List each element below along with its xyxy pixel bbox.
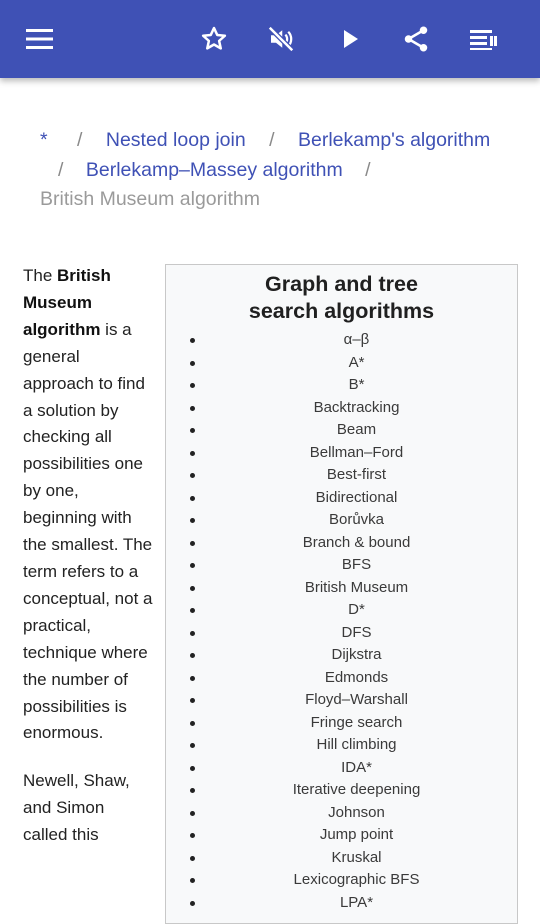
list-item[interactable] <box>166 667 517 690</box>
bullet-icon <box>190 518 195 523</box>
list-item-label: D* <box>348 601 365 618</box>
bullet-icon <box>190 721 195 726</box>
list-item[interactable] <box>166 869 517 892</box>
list-item-label: DFS <box>341 623 372 641</box>
bullet-icon <box>190 361 195 366</box>
list-item[interactable] <box>166 892 517 915</box>
list-item[interactable] <box>166 599 517 622</box>
breadcrumb-separator: / <box>77 129 83 151</box>
list-item-label: Bidirectional <box>315 488 398 506</box>
list-item[interactable] <box>166 622 517 645</box>
list-item-label: Edmonds <box>324 668 389 686</box>
bullet-icon <box>190 383 195 388</box>
bullet-icon <box>190 631 195 636</box>
list-item[interactable] <box>166 487 517 510</box>
bullet-icon <box>190 541 195 546</box>
bullet-icon <box>190 698 195 703</box>
bullet-icon <box>190 788 195 793</box>
breadcrumb-current: British Museum algorithm <box>40 188 260 210</box>
bullet-icon <box>190 586 195 591</box>
bullet-icon <box>190 608 195 613</box>
list-item[interactable] <box>166 442 517 465</box>
bullet-icon <box>190 406 195 411</box>
bullet-icon <box>190 901 195 906</box>
star-icon[interactable] <box>192 17 236 61</box>
list-item[interactable] <box>166 577 517 600</box>
bullet-icon <box>190 766 195 771</box>
list-item-label: Borůvka <box>328 511 385 528</box>
list-item-label: LPA* <box>339 893 374 911</box>
list-item-label: Best-first <box>326 466 387 483</box>
breadcrumb-link-berlekamp-algorithm[interactable]: Berlekamp's algorithm <box>297 129 491 151</box>
list-item[interactable] <box>166 397 517 420</box>
list-item[interactable] <box>166 824 517 847</box>
list-item-label: A* <box>348 353 365 371</box>
list-item[interactable] <box>166 554 517 577</box>
list-item[interactable] <box>166 734 517 757</box>
navbox-title-line: search algorithms <box>248 299 435 323</box>
list-item[interactable] <box>166 329 517 352</box>
list-item-label: α–β <box>343 331 370 348</box>
list-item-label: Branch & bound <box>302 533 411 551</box>
list-item-label: Bellman–Ford <box>309 443 404 461</box>
breadcrumb-separator: / <box>365 158 371 181</box>
list-item[interactable] <box>166 509 517 532</box>
list-item[interactable] <box>166 779 517 802</box>
share-icon[interactable] <box>394 17 438 61</box>
list-item-label: British Museum <box>304 578 409 596</box>
bullet-icon <box>190 473 195 478</box>
bullet-icon <box>190 563 195 568</box>
bullet-icon <box>190 743 195 748</box>
play-icon[interactable] <box>328 17 372 61</box>
breadcrumb-link-berlekamp-massey[interactable]: Berlekamp–Massey algorithm <box>85 158 343 181</box>
bullet-icon <box>190 676 195 681</box>
list-item[interactable] <box>166 712 517 735</box>
list-item-label: Iterative deepening <box>292 781 421 798</box>
mute-icon[interactable] <box>259 17 303 61</box>
bullet-icon <box>190 653 195 658</box>
app-bar <box>0 0 540 78</box>
bullet-icon <box>190 496 195 501</box>
navbox-graph-search <box>165 264 518 924</box>
bullet-icon <box>190 878 195 883</box>
list-item-label: Johnson <box>328 803 385 821</box>
algorithm-list <box>166 329 517 914</box>
list-item-label: BFS <box>341 556 372 573</box>
breadcrumb-link-nested-loop-join[interactable]: Nested loop join <box>105 129 246 151</box>
list-item[interactable] <box>166 419 517 442</box>
bullet-icon <box>190 338 195 343</box>
list-item[interactable] <box>166 802 517 825</box>
list-item-label: Dijkstra <box>331 646 382 663</box>
list-item[interactable] <box>166 757 517 780</box>
intro-prefix: The <box>23 266 58 285</box>
list-item[interactable] <box>166 644 517 667</box>
breadcrumb-root-link[interactable]: * <box>40 129 48 151</box>
playlist-icon[interactable] <box>462 17 506 61</box>
list-item-label: Fringe search <box>310 713 403 731</box>
bullet-icon <box>190 856 195 861</box>
bullet-icon <box>190 428 195 433</box>
intro-text: is a general approach to find a solution by checking all possibilities one by one, beginning with the smallest. The term refers to a conceptual, not a practical, technique where the number of possibilities is enormous. <box>23 319 153 743</box>
navbox-title-line: Graph and tree <box>265 272 418 296</box>
list-item-label: Hill climbing <box>316 736 397 753</box>
bullet-icon <box>190 451 195 456</box>
list-item[interactable] <box>166 464 517 487</box>
list-item-label: Backtracking <box>313 398 400 416</box>
navbox-title <box>166 271 517 325</box>
list-item[interactable] <box>166 374 517 397</box>
bullet-icon <box>190 833 195 838</box>
list-item[interactable] <box>166 532 517 555</box>
list-item-label: Kruskal <box>331 848 382 866</box>
list-item-label: Beam <box>336 421 377 438</box>
breadcrumb-separator: / <box>269 129 275 151</box>
list-item-label: Lexicographic BFS <box>293 871 420 888</box>
list-item[interactable] <box>166 847 517 870</box>
article-term: British Museum algorithm <box>23 266 111 339</box>
list-item-label: Jump point <box>319 826 394 843</box>
list-item[interactable] <box>166 689 517 712</box>
article-paragraph <box>23 263 153 747</box>
article-paragraph: Newell, Shaw, and Simon called this <box>23 771 130 845</box>
menu-icon[interactable] <box>18 17 62 61</box>
list-item[interactable] <box>166 352 517 375</box>
bullet-icon <box>190 811 195 816</box>
breadcrumb-separator: / <box>58 158 64 181</box>
list-item-label: Floyd–Warshall <box>305 691 408 708</box>
list-item-label: IDA* <box>341 758 372 776</box>
article-body <box>23 263 153 870</box>
list-item-label: B* <box>348 376 365 393</box>
